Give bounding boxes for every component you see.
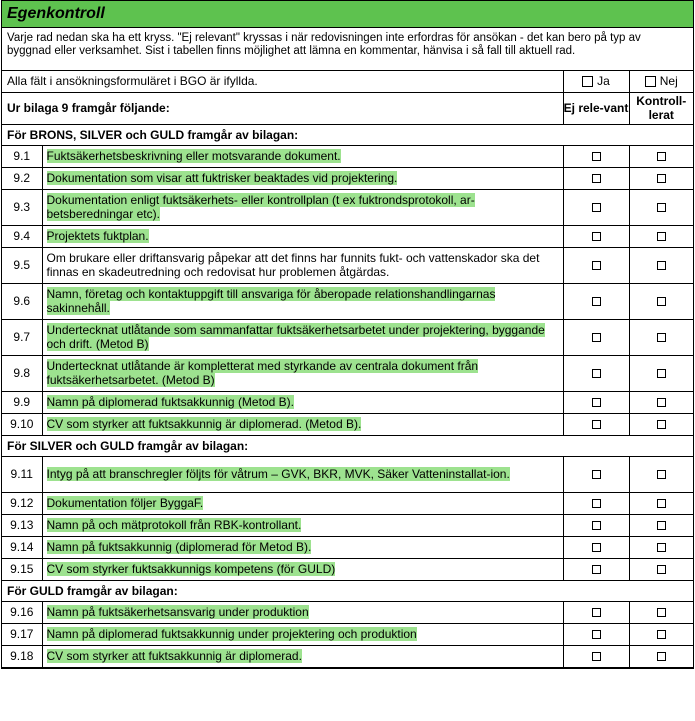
not-relevant-checkbox[interactable] — [592, 630, 601, 639]
checked-checkbox[interactable] — [657, 152, 666, 161]
row-number: 9.5 — [2, 247, 42, 283]
table-row — [2, 283, 693, 319]
checked-checkbox[interactable] — [657, 608, 666, 617]
section-title: För SILVER och GULD framgår av bilagan: — [2, 435, 693, 456]
table-row — [2, 601, 693, 623]
row-text: Om brukare eller driftansvarig påpekar att det finns har funnits fukt- och vattenskador ska det finnas en skadeutredning och redovisat hur problemen åtgärdas. — [46, 251, 540, 279]
page-title: Egenkontroll — [7, 5, 105, 22]
table-row — [2, 645, 693, 667]
table-row — [2, 558, 693, 580]
checked-checkbox[interactable] — [657, 232, 666, 241]
intro-text: Varje rad nedan ska ha ett kryss. "Ej relevant" kryssas i när redovisningen inte erfordras för ansökan - det kan bero på typ av byggnad eller verksamhet. Sist i tabellen finns möjlighet att lämna en kommentar, hänvisa i så fall till aktuell rad. — [2, 28, 693, 71]
row-text: Projektets fuktplan. — [46, 229, 149, 243]
row-text: Namn på diplomerad fuktsakkunnig under projektering och produktion — [46, 627, 417, 641]
row-text: CV som styrker fuktsakkunnigs kompetens (för GULD) — [46, 562, 336, 576]
all-fields-text: Alla fält i ansökningsformuläret i BGO är ifyllda. — [2, 71, 563, 92]
not-relevant-checkbox[interactable] — [592, 652, 601, 661]
not-relevant-checkbox[interactable] — [592, 369, 601, 378]
not-relevant-checkbox[interactable] — [592, 543, 601, 552]
row-text: Undertecknat utlåtande är kompletterat med styrkande av centrala dokument från fuktsäkerhetsarbetet. (Metod B) — [46, 359, 479, 387]
table-row — [2, 167, 693, 189]
egenkontroll-form — [1, 0, 694, 669]
col-not-relevant: Ej rele-vant — [563, 92, 629, 124]
row-number: 9.7 — [2, 319, 42, 355]
row-text: Namn på fuktsäkerhetsansvarig under produktion — [46, 605, 309, 619]
checked-checkbox[interactable] — [657, 203, 666, 212]
table-row — [2, 492, 693, 514]
row-number: 9.8 — [2, 355, 42, 391]
row-number: 9.1 — [2, 145, 42, 167]
row-number: 9.11 — [2, 456, 42, 492]
checked-checkbox[interactable] — [657, 369, 666, 378]
row-text: Intyg på att branschregler följts för våtrum – GVK, BKR, MVK, Säker Vatteninstallat-ion. — [46, 467, 510, 481]
not-relevant-checkbox[interactable] — [592, 174, 601, 183]
not-relevant-checkbox[interactable] — [592, 521, 601, 530]
row-text: Namn på diplomerad fuktsakkunnig (Metod B). — [46, 395, 294, 409]
row-number: 9.4 — [2, 225, 42, 247]
section-title: För BRONS, SILVER och GULD framgår av bilagan: — [2, 124, 693, 145]
row-number: 9.15 — [2, 558, 42, 580]
not-relevant-checkbox[interactable] — [592, 203, 601, 212]
row-text: CV som styrker att fuktsakkunnig är diplomerad. (Metod B). — [46, 417, 362, 431]
not-relevant-checkbox[interactable] — [592, 152, 601, 161]
yes-label: Ja — [597, 74, 610, 89]
yes-checkbox[interactable] — [582, 76, 593, 87]
row-number: 9.17 — [2, 623, 42, 645]
table-row — [2, 456, 693, 492]
checked-checkbox[interactable] — [657, 565, 666, 574]
row-number: 9.16 — [2, 601, 42, 623]
all-fields-row — [2, 71, 693, 92]
not-relevant-checkbox[interactable] — [592, 261, 601, 270]
checked-checkbox[interactable] — [657, 333, 666, 342]
column-header-row — [2, 92, 693, 124]
checked-checkbox[interactable] — [657, 499, 666, 508]
row-number: 9.14 — [2, 536, 42, 558]
table-row — [2, 413, 693, 435]
row-number: 9.13 — [2, 514, 42, 536]
table-row — [2, 189, 693, 225]
table-row — [2, 391, 693, 413]
checked-checkbox[interactable] — [657, 420, 666, 429]
row-text: CV som styrker att fuktsakkunnig är diplomerad. — [46, 649, 302, 663]
header-text: Ur bilaga 9 framgår följande: — [2, 92, 563, 124]
checked-checkbox[interactable] — [657, 174, 666, 183]
row-text: Namn på fuktsakkunnig (diplomerad för Metod B). — [46, 540, 312, 554]
checklist-table — [2, 71, 693, 668]
not-relevant-checkbox[interactable] — [592, 333, 601, 342]
table-row — [2, 536, 693, 558]
row-text: Fuktsäkerhetsbeskrivning eller motsvarande dokument. — [46, 149, 341, 163]
not-relevant-checkbox[interactable] — [592, 232, 601, 241]
checked-checkbox[interactable] — [657, 543, 666, 552]
row-number: 9.9 — [2, 391, 42, 413]
section-header — [2, 435, 693, 456]
table-row — [2, 319, 693, 355]
row-text: Namn på och mätprotokoll från RBK-kontrollant. — [46, 518, 302, 532]
row-number: 9.12 — [2, 492, 42, 514]
section-header — [2, 124, 693, 145]
not-relevant-checkbox[interactable] — [592, 608, 601, 617]
row-text: Dokumentation följer ByggaF. — [46, 496, 204, 510]
checked-checkbox[interactable] — [657, 261, 666, 270]
table-row — [2, 514, 693, 536]
row-text: Namn, företag och kontaktuppgift till ansvariga för åberopade relationshandlingarnas sakinnehåll. — [46, 287, 496, 315]
table-row — [2, 225, 693, 247]
not-relevant-checkbox[interactable] — [592, 470, 601, 479]
row-number: 9.6 — [2, 283, 42, 319]
section-header — [2, 580, 693, 601]
row-number: 9.3 — [2, 189, 42, 225]
not-relevant-checkbox[interactable] — [592, 565, 601, 574]
row-number: 9.18 — [2, 645, 42, 667]
checked-checkbox[interactable] — [657, 398, 666, 407]
title-bar — [2, 1, 693, 28]
table-row — [2, 623, 693, 645]
checked-checkbox[interactable] — [657, 470, 666, 479]
row-number: 9.2 — [2, 167, 42, 189]
checked-checkbox[interactable] — [657, 630, 666, 639]
no-checkbox[interactable] — [645, 76, 656, 87]
col-checked: Kontroll-lerat — [629, 92, 693, 124]
checked-checkbox[interactable] — [657, 652, 666, 661]
section-title: För GULD framgår av bilagan: — [2, 580, 693, 601]
checked-checkbox[interactable] — [657, 521, 666, 530]
not-relevant-checkbox[interactable] — [592, 297, 601, 306]
not-relevant-checkbox[interactable] — [592, 398, 601, 407]
row-number: 9.10 — [2, 413, 42, 435]
row-text: Dokumentation enligt fuktsäkerhets- eller kontrollplan (t ex fuktrondsprotokoll, ar-betsberedningar etc). — [46, 193, 475, 221]
table-row — [2, 145, 693, 167]
no-label: Nej — [659, 74, 678, 89]
row-text: Undertecknat utlåtande som sammanfattar fuktsäkerhetsarbetet under projektering, byggande och drift. (Metod B) — [46, 323, 545, 351]
row-text: Dokumentation som visar att fuktrisker beaktades vid projektering. — [46, 171, 398, 185]
table-row — [2, 247, 693, 283]
not-relevant-checkbox[interactable] — [592, 499, 601, 508]
checked-checkbox[interactable] — [657, 297, 666, 306]
table-row — [2, 355, 693, 391]
not-relevant-checkbox[interactable] — [592, 420, 601, 429]
